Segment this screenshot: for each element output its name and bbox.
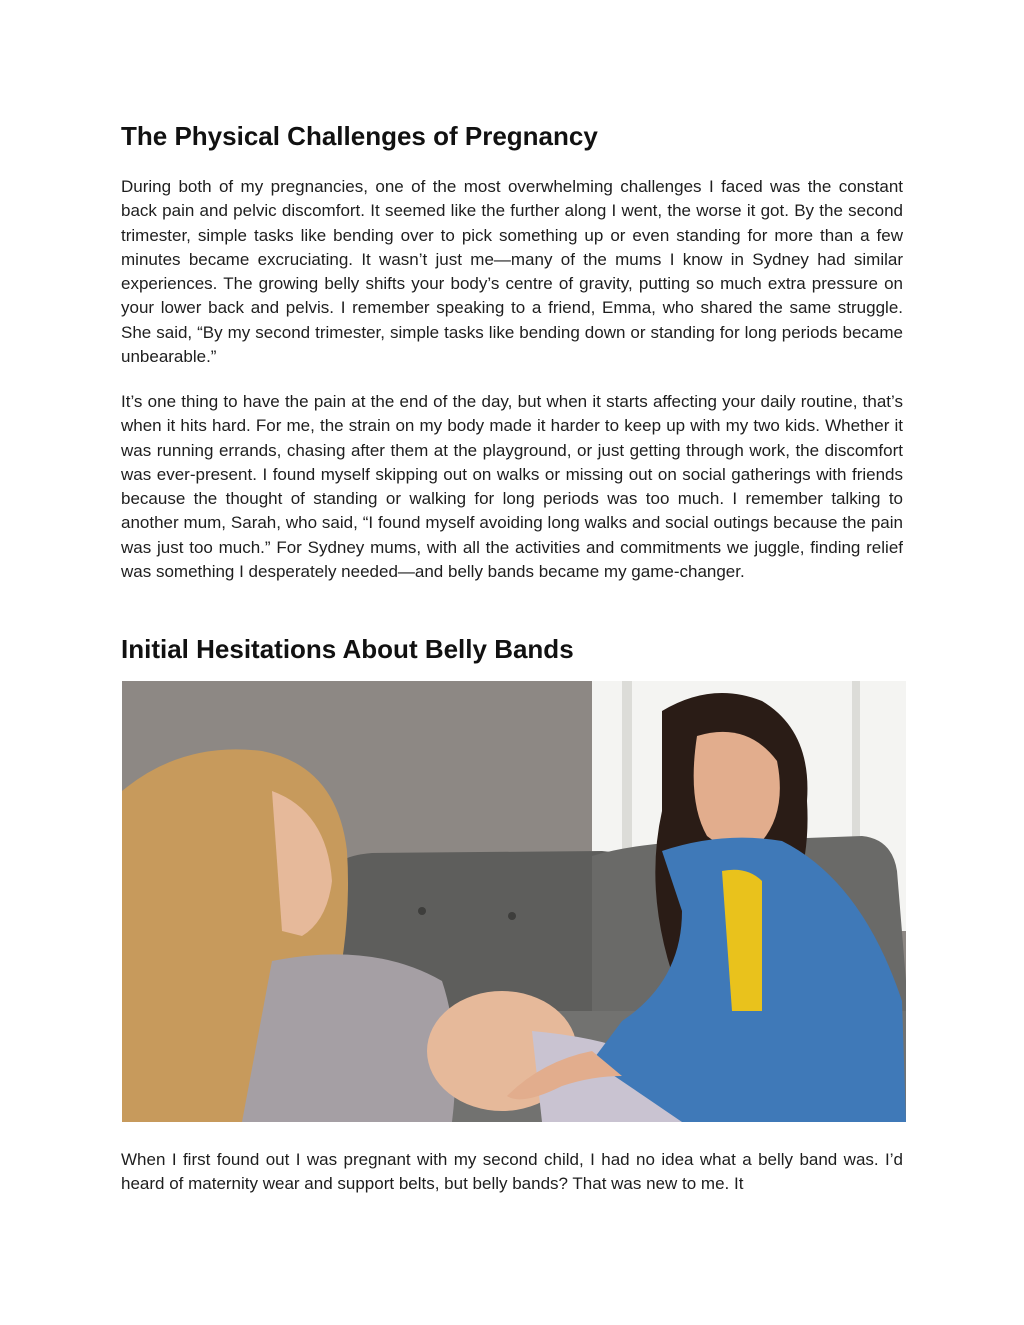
paragraph-back-pain: During both of my pregnancies, one of the most overwhelming challenges I faced was the constant back pain and pelvic discomfort. It seemed like the further along I went, the worse it got. By the second trimester, simple tasks like bending over to pick something up or even standing for more than a few minutes became excruciating. It wasn’t just me—many of the mums I know in Sydney had similar experiences. The growing belly shifts your body’s centre of gravity, putting so much extra pressure on your lower back and pelvis. I remember speaking to a friend, Emma, who shared the same struggle. She said, “By my second trimester, simple tasks like bending down or standing for long periods became unbearable.”: [121, 177, 903, 367]
section-heading-initial-hesitations: Initial Hesitations About Belly Bands: [121, 634, 574, 664]
paragraph-daily-routine: It’s one thing to have the pain at the end of the day, but when it starts affecting your daily routine, that’s when it hits hard. For me, the strain on my body made it harder to keep up with my two kids. Whether it was running errands, chasing after them at the playground, or just getting through work, the discomfort was ever-present. I found myself skipping out on walks or missing out on social gatherings with friends because the thought of standing or walking for long periods was too much. I remember talking to another mum, Sarah, who said, “I found myself avoiding long walks and social outings because the pain was just too much.” For Sydney mums, with all the activities and commitments we juggle, finding relief was something I desperately needed—and belly bands became my game-changer.: [121, 392, 903, 582]
photo-pregnant-woman-with-midwife: [122, 681, 906, 1122]
photo-illustration: [122, 681, 906, 1122]
photo-grey-top: [242, 954, 455, 1122]
paragraph-first-found-out: When I first found out I was pregnant with my second child, I had no idea what a belly band was. I’d heard of maternity wear and support belts, but belly bands? That was new to me. It: [121, 1150, 903, 1194]
section-heading-physical-challenges: The Physical Challenges of Pregnancy: [121, 121, 598, 151]
